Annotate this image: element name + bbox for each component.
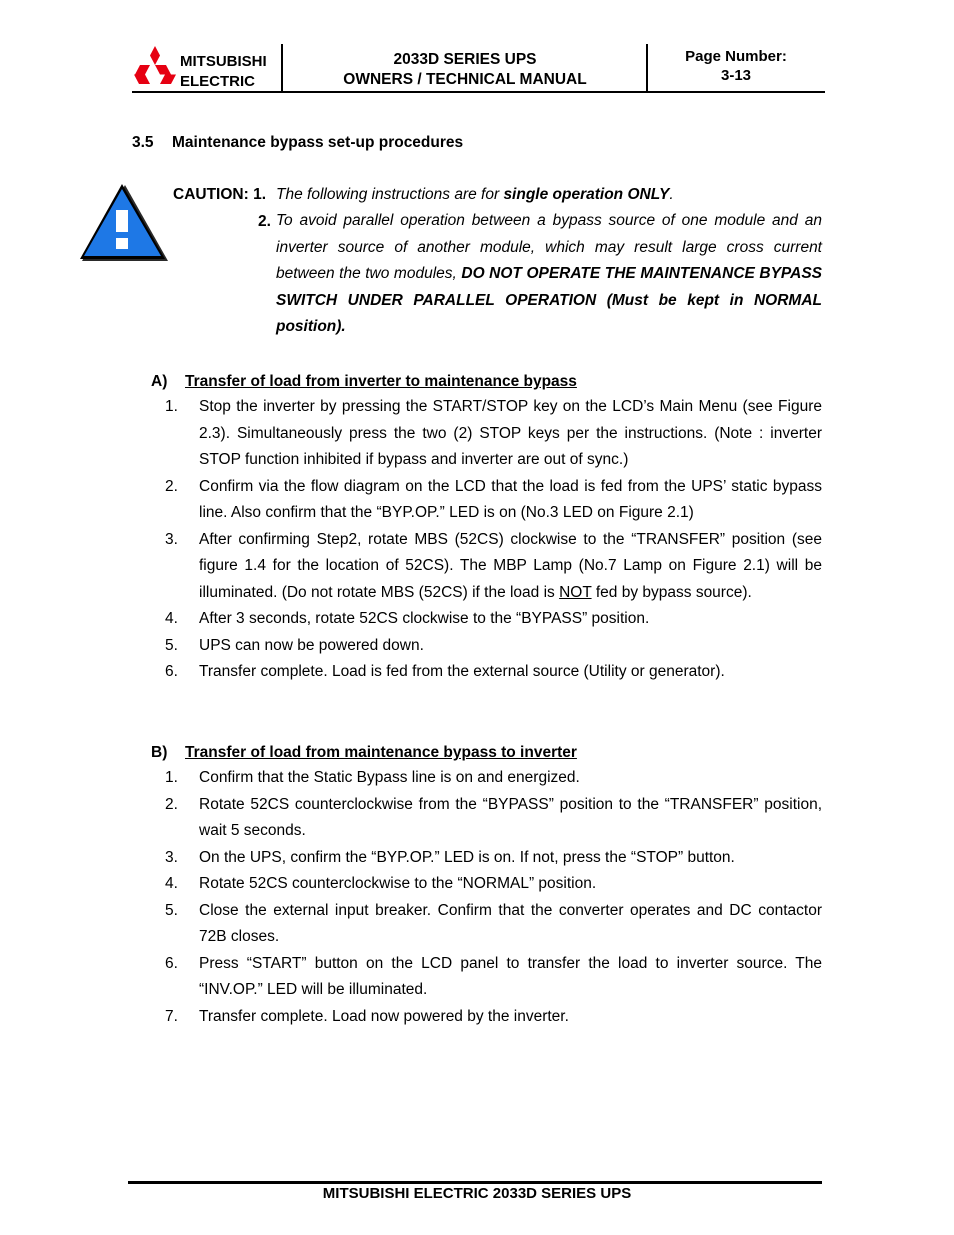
section-number: 3.5	[132, 134, 154, 151]
step-text: After 3 seconds, rotate 52CS clockwise to the “BYPASS” position.	[199, 610, 650, 627]
step-text: Transfer complete. Load now powered by the inverter.	[199, 1007, 569, 1025]
step-number: 3.	[165, 530, 178, 548]
step-text: Stop the inverter by pressing the START/STOP key on the LCD’s Main Menu (see Figure 2.3). Simultaneously press the two (2) STOP keys per the instructions. (Note : inverter STOP function inhibited if bypass and inverter are out of sync.)	[199, 398, 822, 468]
caution-item-2	[276, 208, 822, 341]
caution-item-1-end: .	[669, 186, 674, 203]
step-number: 4.	[165, 610, 178, 627]
list-item	[165, 659, 822, 686]
step-number: 6.	[165, 663, 178, 680]
part-a-heading	[151, 373, 577, 391]
list-item	[165, 792, 822, 845]
footer-rule	[128, 1181, 822, 1184]
title-line-2: OWNERS / TECHNICAL MANUAL	[343, 71, 587, 88]
step-text: Confirm via the flow diagram on the LCD that the load is fed from the UPS’ static bypass line. Also confirm that the “BYP.OP.” LED is on (No.3 LED on Figure 2.1)	[199, 477, 822, 521]
list-item	[165, 1004, 822, 1031]
step-number: 3.	[165, 848, 178, 866]
caution-label-text: CAUTION:	[173, 186, 249, 203]
header-rule	[132, 91, 825, 93]
step-number: 4.	[165, 875, 178, 892]
step-text-underlined: NOT	[559, 583, 592, 601]
section-title: Maintenance bypass set-up procedures	[172, 134, 464, 151]
step-text: After confirming Step2, rotate MBS (52CS) clockwise to the “TRANSFER” position (see figure 1.4 for the location of 52CS). The MBP Lamp (No.7 Lamp on Figure 2.1) will be illuminated. (Do not rotate MBS (52CS) if the load is	[199, 530, 822, 601]
list-item	[165, 606, 822, 633]
list-item	[165, 898, 822, 951]
step-text: On the UPS, confirm the “BYP.OP.” LED is on. If not, press the “STOP” button.	[199, 848, 735, 866]
caution-item-1-emphasis: single operation ONLY	[503, 186, 670, 203]
step-text: Press “START” button on the LCD panel to transfer the load to inverter source. The “INV.OP.” LED will be illuminated.	[199, 954, 822, 998]
step-number: 1.	[165, 398, 178, 415]
list-item	[165, 765, 822, 792]
part-a-steps	[165, 394, 822, 686]
part-b-label: B)	[151, 744, 168, 761]
brand-line-2: ELECTRIC	[180, 73, 255, 90]
step-text: Close the external input breaker. Confirm that the converter operates and DC contactor 72B closes.	[199, 901, 822, 945]
page-number-box	[648, 47, 824, 85]
step-text: fed by bypass source).	[591, 583, 752, 601]
part-a-label: A)	[151, 373, 168, 390]
caution-label	[173, 186, 266, 204]
warning-icon	[80, 182, 170, 262]
brand-line-1: MITSUBISHI	[180, 53, 267, 70]
step-number: 2.	[165, 477, 178, 495]
step-text: Transfer complete. Load is fed from the external source (Utility or generator).	[199, 663, 725, 680]
part-b-title: Transfer of load from maintenance bypass to inverter	[185, 744, 577, 761]
list-item	[165, 394, 822, 474]
step-text: Rotate 52CS counterclockwise from the “BYPASS” position to the “TRANSFER” position, wait 5 seconds.	[199, 795, 822, 839]
brand-name	[180, 52, 267, 92]
part-b-steps	[165, 765, 822, 1030]
part-a-title: Transfer of load from inverter to maintenance bypass	[185, 373, 577, 390]
title-line-1: 2033D SERIES UPS	[393, 51, 537, 68]
step-text: Confirm that the Static Bypass line is on and energized.	[199, 769, 580, 786]
page-number: 3-13	[720, 67, 752, 84]
step-text: Rotate 52CS counterclockwise to the “NORMAL” position.	[199, 875, 597, 892]
section-heading	[132, 134, 463, 152]
document-title	[284, 50, 646, 90]
step-number: 1.	[165, 769, 178, 786]
mitsubishi-logo-icon	[134, 46, 176, 84]
header-divider	[281, 44, 283, 91]
caution-item-1-text: The following instructions are for	[276, 186, 504, 203]
step-number: 7.	[165, 1007, 178, 1025]
footer-text: MITSUBISHI ELECTRIC 2033D SERIES UPS	[322, 1185, 632, 1202]
list-item	[165, 845, 822, 872]
caution-item-2-emphasis: DO NOT OPERATE THE MAINTENANCE BYPASS SWITCH UNDER PARALLEL OPERATION (Must be kept in NORMAL position).	[276, 265, 822, 335]
step-number: 6.	[165, 954, 178, 972]
caution-item-2-text: To avoid parallel operation between a bypass source of one module and an inverter source of another module, which may result large cross current between the two modules,	[276, 212, 822, 282]
list-item	[165, 871, 822, 898]
step-number: 5.	[165, 636, 178, 654]
caution-item-2-number: 2.	[258, 213, 271, 230]
list-item	[165, 474, 822, 527]
caution-item-1-number: 1.	[253, 186, 267, 203]
part-b-heading	[151, 744, 577, 762]
caution-item-1	[276, 186, 674, 204]
step-number: 5.	[165, 901, 178, 919]
page-number-label: Page Number:	[685, 48, 787, 65]
list-item	[165, 527, 822, 607]
list-item	[165, 951, 822, 1004]
step-text: UPS can now be powered down.	[199, 636, 424, 654]
list-item	[165, 633, 822, 660]
step-number: 2.	[165, 795, 178, 813]
